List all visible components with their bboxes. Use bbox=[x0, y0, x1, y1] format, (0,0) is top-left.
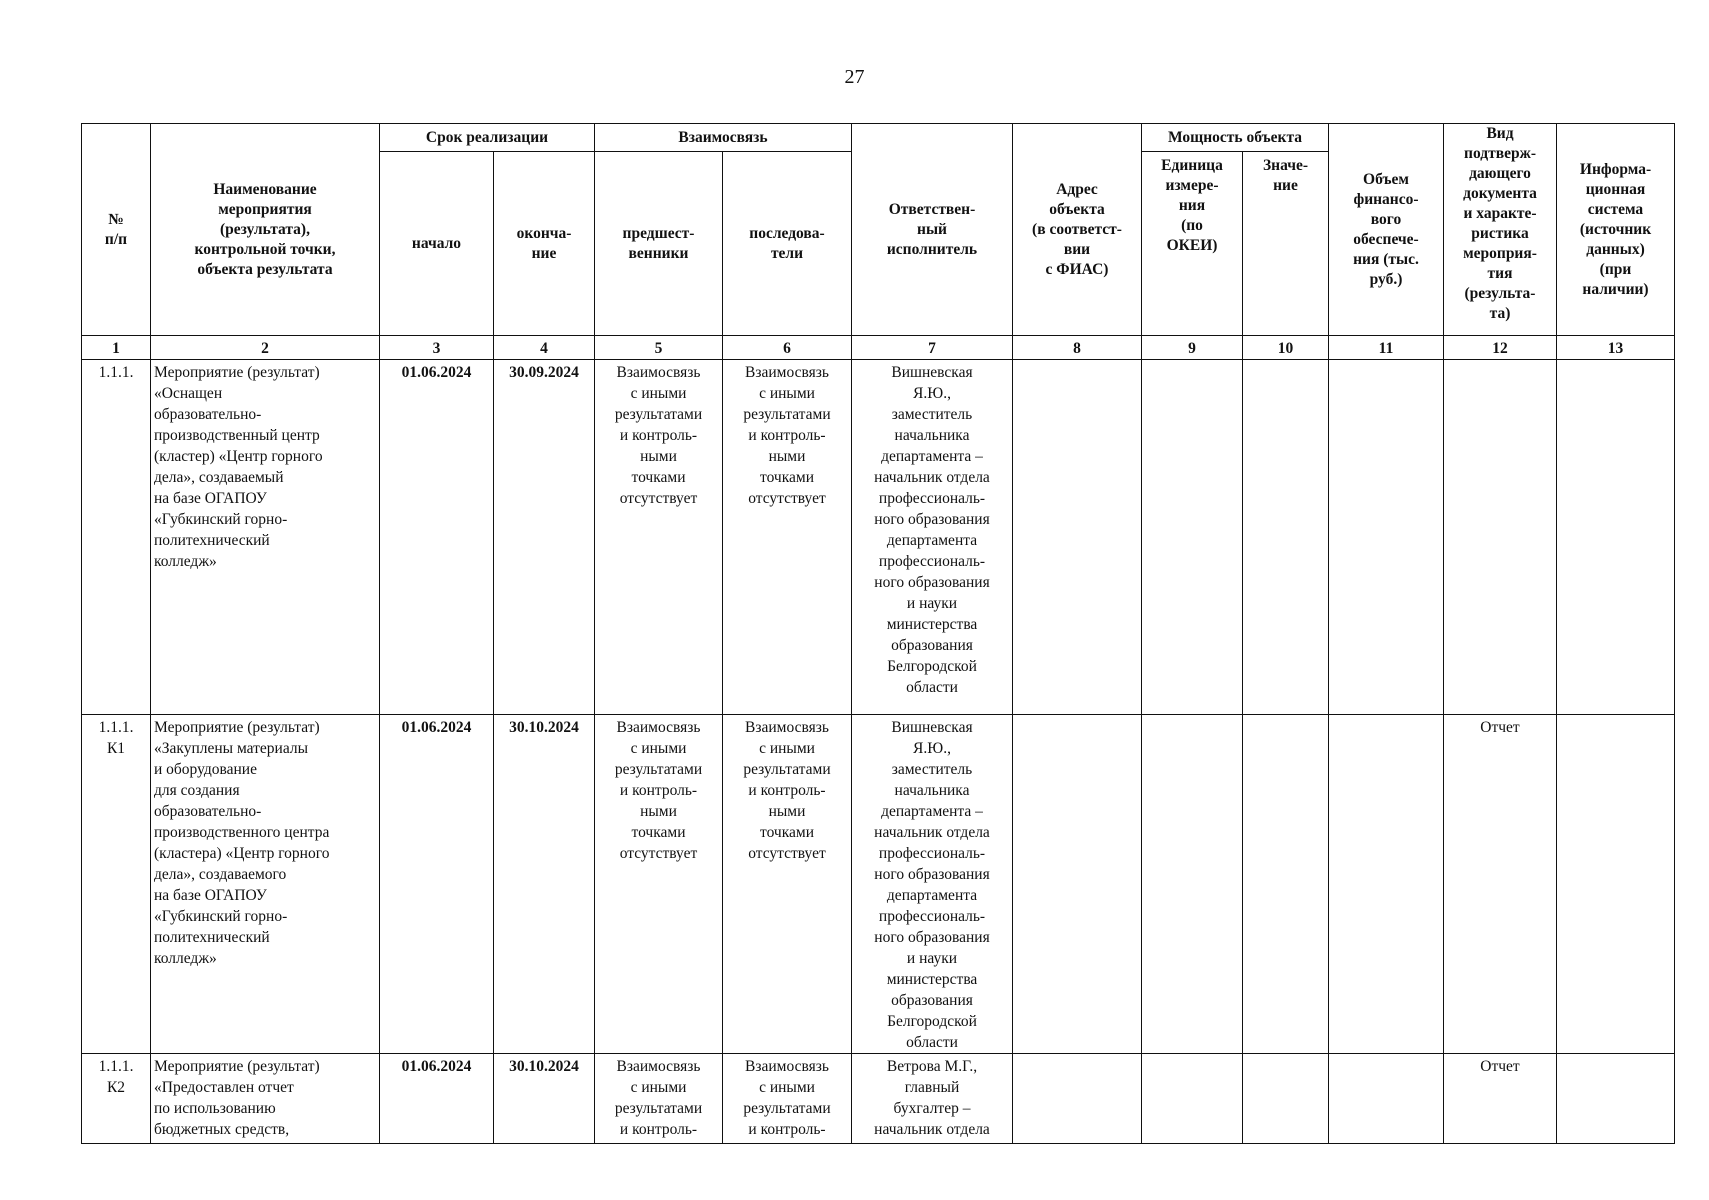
row-responsible: Ветрова М.Г., главный бухгалтер – начальник отдела bbox=[852, 1054, 1013, 1144]
row-address bbox=[1013, 715, 1142, 1054]
header-period: Срок реализации bbox=[380, 124, 595, 152]
row-start: 01.06.2024 bbox=[380, 360, 494, 715]
column-number: 12 bbox=[1444, 336, 1557, 360]
row-value bbox=[1243, 715, 1329, 1054]
table-row bbox=[82, 360, 1675, 715]
row-successors: Взаимосвязь с иными результатами и контроль- bbox=[723, 1054, 852, 1144]
column-number: 10 bbox=[1243, 336, 1329, 360]
column-number: 13 bbox=[1557, 336, 1675, 360]
header-doc-type: Вид подтверж- дающего документа и характе- ристика мероприя- тия (результа- та) bbox=[1444, 124, 1557, 336]
column-number: 1 bbox=[82, 336, 151, 360]
row-unit bbox=[1142, 360, 1243, 715]
column-number: 2 bbox=[151, 336, 380, 360]
row-successors: Взаимосвязь с иными результатами и контроль- ными точками отсутствует bbox=[723, 715, 852, 1054]
header-value: Значе- ние bbox=[1243, 152, 1329, 336]
header-end: оконча- ние bbox=[494, 152, 595, 336]
column-number: 6 bbox=[723, 336, 852, 360]
header-relation: Взаимосвязь bbox=[595, 124, 852, 152]
table-row bbox=[82, 1054, 1675, 1144]
column-number: 11 bbox=[1329, 336, 1444, 360]
column-number-row bbox=[82, 336, 1675, 360]
row-end: 30.10.2024 bbox=[494, 715, 595, 1054]
row-address bbox=[1013, 360, 1142, 715]
header-capacity: Мощность объекта bbox=[1142, 124, 1329, 152]
row-unit bbox=[1142, 1054, 1243, 1144]
plan-table bbox=[81, 123, 1675, 1144]
row-address bbox=[1013, 1054, 1142, 1144]
column-number: 8 bbox=[1013, 336, 1142, 360]
row-end: 30.10.2024 bbox=[494, 1054, 595, 1144]
row-doc-type: Отчет bbox=[1444, 1054, 1557, 1144]
row-unit bbox=[1142, 715, 1243, 1054]
row-value bbox=[1243, 1054, 1329, 1144]
header-unit: Единица измере- ния (по ОКЕИ) bbox=[1142, 152, 1243, 336]
row-start: 01.06.2024 bbox=[380, 1054, 494, 1144]
row-start: 01.06.2024 bbox=[380, 715, 494, 1054]
header-responsible: Ответствен- ный исполнитель bbox=[852, 124, 1013, 336]
row-predecessors: Взаимосвязь с иными результатами и контроль- ными точками отсутствует bbox=[595, 715, 723, 1054]
row-end: 30.09.2024 bbox=[494, 360, 595, 715]
column-number: 4 bbox=[494, 336, 595, 360]
row-responsible: Вишневская Я.Ю., заместитель начальника департамента – начальник отдела профессиональ- ного образования департамента профессиональ- ного образования и науки министерства образования Белгородской области bbox=[852, 360, 1013, 715]
row-doc-type bbox=[1444, 360, 1557, 715]
row-predecessors: Взаимосвязь с иными результатами и контроль- bbox=[595, 1054, 723, 1144]
row-info-system bbox=[1557, 715, 1675, 1054]
row-name: Мероприятие (результат) «Предоставлен отчет по использованию бюджетных средств, bbox=[151, 1054, 380, 1144]
column-number: 7 bbox=[852, 336, 1013, 360]
column-number: 3 bbox=[380, 336, 494, 360]
header-address: Адрес объекта (в соответст- вии с ФИАС) bbox=[1013, 124, 1142, 336]
table-row bbox=[82, 715, 1675, 1054]
row-num: 1.1.1. К1 bbox=[82, 715, 151, 1054]
row-finance bbox=[1329, 715, 1444, 1054]
row-info-system bbox=[1557, 1054, 1675, 1144]
column-number: 9 bbox=[1142, 336, 1243, 360]
row-num: 1.1.1. К2 bbox=[82, 1054, 151, 1144]
column-number: 5 bbox=[595, 336, 723, 360]
header-finance: Объем финансо- вого обеспече- ния (тыс. руб.) bbox=[1329, 124, 1444, 336]
row-successors: Взаимосвязь с иными результатами и контроль- ными точками отсутствует bbox=[723, 360, 852, 715]
header-info-system: Информа- ционная система (источник данных) (при наличии) bbox=[1557, 124, 1675, 336]
row-name: Мероприятие (результат) «Оснащен образовательно- производственный центр (кластер) «Центр горного дела», создаваемый на базе ОГАПОУ «Губкинский горно- политехнический колледж» bbox=[151, 360, 380, 715]
header-name: Наименование мероприятия (результата), контрольной точки, объекта результата bbox=[151, 124, 380, 336]
row-num: 1.1.1. bbox=[82, 360, 151, 715]
row-finance bbox=[1329, 1054, 1444, 1144]
header-start: начало bbox=[380, 152, 494, 336]
header-num: № п/п bbox=[82, 124, 151, 336]
row-name: Мероприятие (результат) «Закуплены материалы и оборудование для создания образовательно- производственного центра (кластера) «Центр горного дела», создаваемого на базе ОГАПОУ «Губкинский горно- политехнический колледж» bbox=[151, 715, 380, 1054]
page-number: 27 bbox=[844, 66, 865, 88]
row-finance bbox=[1329, 360, 1444, 715]
header-predecessors: предшест- венники bbox=[595, 152, 723, 336]
row-predecessors: Взаимосвязь с иными результатами и контроль- ными точками отсутствует bbox=[595, 360, 723, 715]
header-successors: последова- тели bbox=[723, 152, 852, 336]
row-responsible: Вишневская Я.Ю., заместитель начальника департамента – начальник отдела профессиональ- ного образования департамента профессиональ- ного образования и науки министерства образования Белгородской области bbox=[852, 715, 1013, 1054]
row-value bbox=[1243, 360, 1329, 715]
row-info-system bbox=[1557, 360, 1675, 715]
row-doc-type: Отчет bbox=[1444, 715, 1557, 1054]
